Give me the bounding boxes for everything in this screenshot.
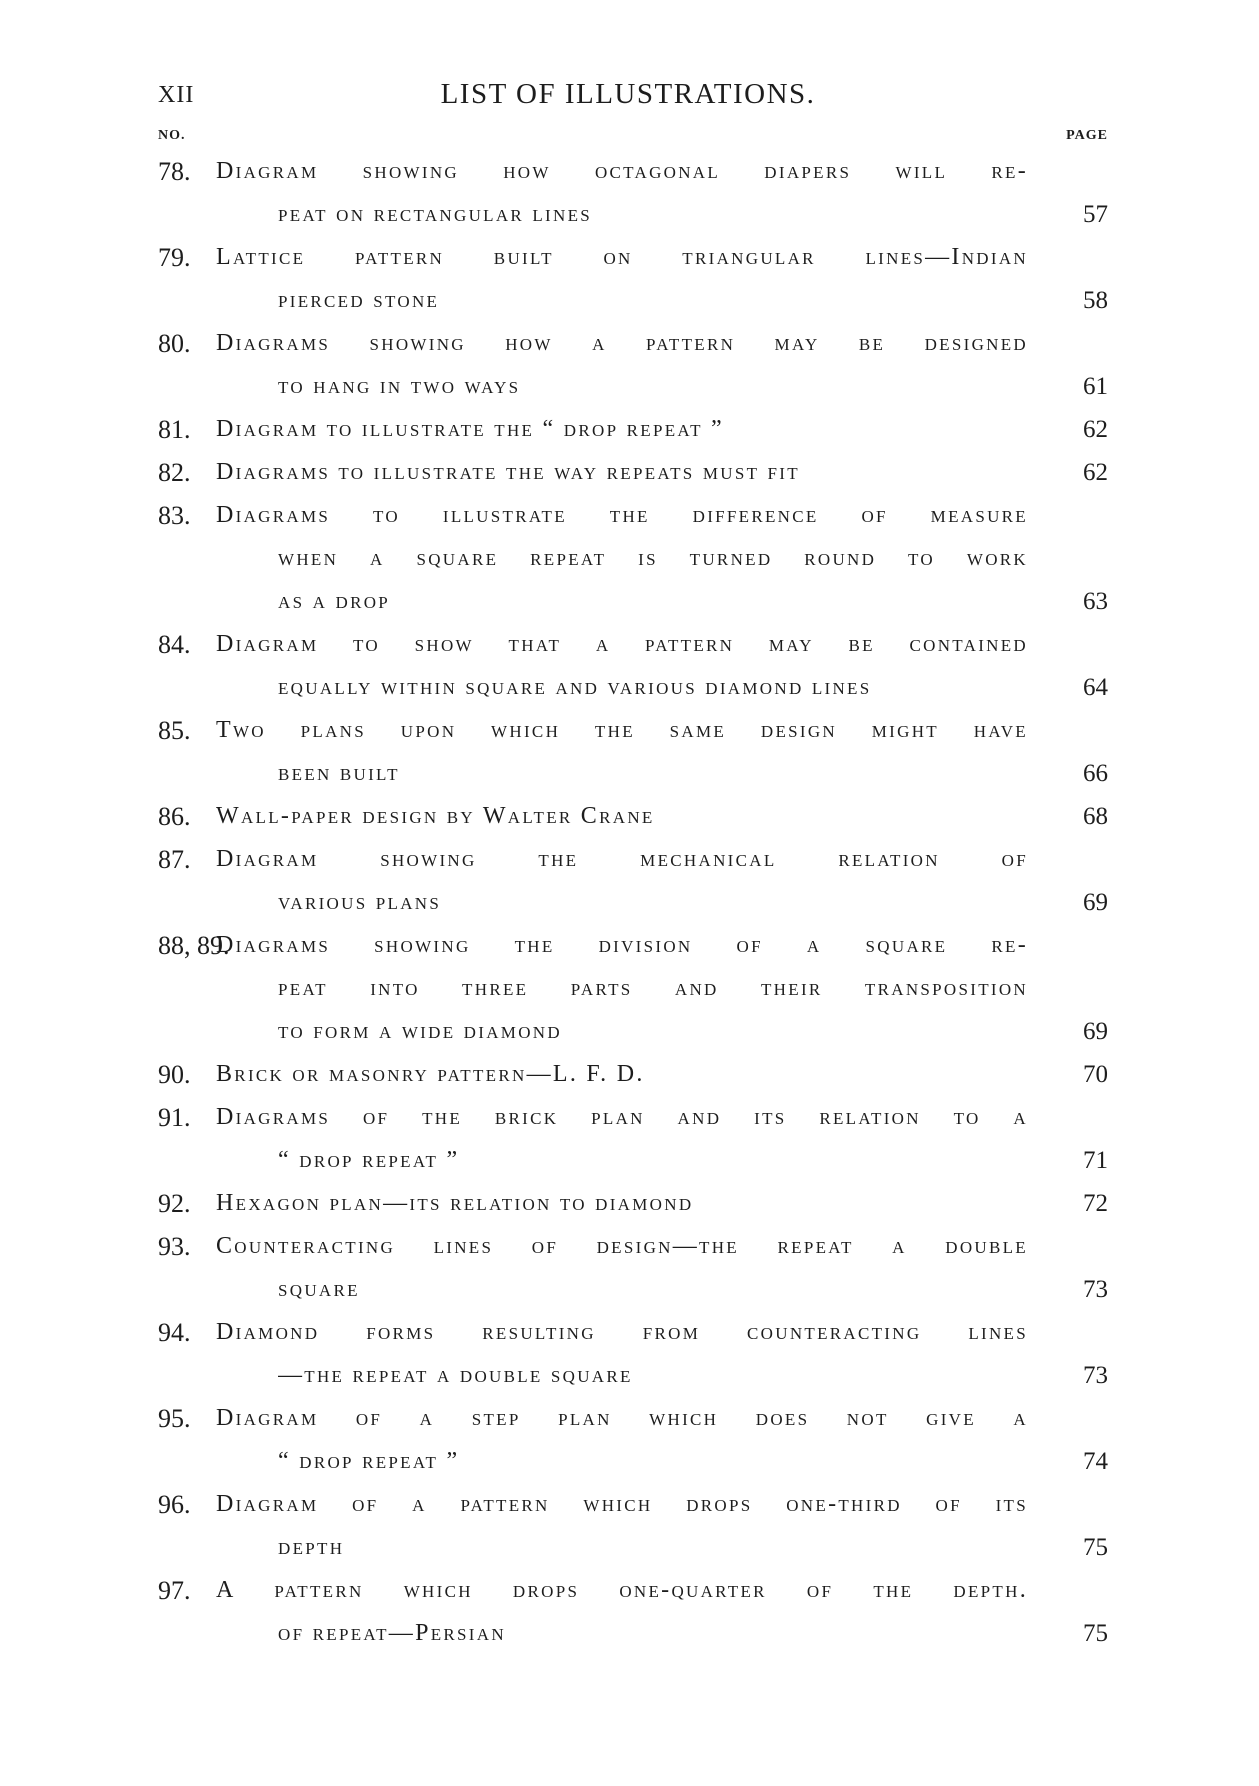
entry-continuation-line	[158, 1612, 1108, 1655]
entry-line	[158, 150, 1108, 193]
entry-title: square	[278, 1276, 360, 1302]
column-labels	[158, 128, 1108, 150]
page-reference: 75	[1083, 1620, 1108, 1647]
entry-title: Diagram to illustrate the “ drop repeat ”	[216, 416, 725, 442]
page-reference: 64	[1083, 674, 1108, 701]
entry-title: Hexagon plan—its relation to diamond	[216, 1190, 694, 1216]
entry-title: Brick or masonry pattern—L. F. D.	[216, 1061, 645, 1087]
entry-continuation-line	[158, 1526, 1108, 1569]
entry-title: Wall-paper design by Walter Crane	[216, 803, 655, 829]
page-reference: 69	[1083, 889, 1108, 916]
entry-line	[158, 1397, 1108, 1440]
entry-line	[158, 924, 1108, 967]
entry-number: 92.	[158, 1189, 191, 1218]
entry-title: of repeat—Persian	[278, 1620, 506, 1646]
entry-title: Diagrams to illustrate the difference of measure	[216, 502, 1028, 528]
entry-title: Diagram showing how octagonal diapers will re-	[216, 158, 1028, 184]
entry-number: 83.	[158, 501, 191, 530]
entry-number: 97.	[158, 1576, 191, 1605]
entry-title: been built	[278, 760, 400, 786]
entry-line	[158, 838, 1108, 881]
page-reference: 73	[1083, 1276, 1108, 1303]
entry-title: Counteracting lines of design—the repeat a double	[216, 1233, 1028, 1259]
entry-title: Diagrams to illustrate the way repeats must fit	[216, 459, 800, 485]
entry-continuation-line	[158, 580, 1108, 623]
entry-title: peat into three parts and their transposition	[278, 975, 1028, 1001]
page-reference: 70	[1083, 1061, 1108, 1088]
entry-continuation-line	[158, 1010, 1108, 1053]
entry-title: Lattice pattern built on triangular lines—Indian	[216, 244, 1028, 270]
entry-title: various plans	[278, 889, 442, 915]
entry-line	[158, 709, 1108, 752]
entry-number: 94.	[158, 1318, 191, 1347]
entry-number: 82.	[158, 458, 191, 487]
entry-number: 91.	[158, 1103, 191, 1132]
entry-title: peat on rectangular lines	[278, 201, 593, 227]
entry-continuation-line	[158, 537, 1108, 580]
page-reference: 58	[1083, 287, 1108, 314]
page-reference: 71	[1083, 1147, 1108, 1174]
entry-title: “ drop repeat ”	[278, 1448, 460, 1474]
entry-number: 95.	[158, 1404, 191, 1433]
entry-title: Diamond forms resulting from counteracting lines	[216, 1319, 1028, 1345]
entry-continuation-line	[158, 1268, 1108, 1311]
entry-number: 93.	[158, 1232, 191, 1261]
page-reference: 62	[1083, 416, 1108, 443]
entry-number: 87.	[158, 845, 191, 874]
entry-continuation-line	[158, 1139, 1108, 1182]
entry-continuation-line	[158, 365, 1108, 408]
entry-line	[158, 795, 1108, 838]
page-header	[158, 78, 1098, 118]
entry-line	[158, 1182, 1108, 1225]
entry-continuation-line	[158, 1354, 1108, 1397]
page-reference: 73	[1083, 1362, 1108, 1389]
entry-number: 90.	[158, 1060, 191, 1089]
column-label-page: PAGE	[1066, 128, 1108, 143]
entry-line	[158, 1225, 1108, 1268]
entry-title: A pattern which drops one-quarter of the depth.	[216, 1577, 1028, 1603]
entry-line	[158, 236, 1108, 279]
page-reference: 66	[1083, 760, 1108, 787]
page-reference: 63	[1083, 588, 1108, 615]
entry-title: to hang in two ways	[278, 373, 521, 399]
entry-title: pierced stone	[278, 287, 440, 313]
entry-title: as a drop	[278, 588, 391, 614]
entry-title: “ drop repeat ”	[278, 1147, 460, 1173]
running-title: LIST OF ILLUSTRATIONS.	[440, 78, 816, 110]
entry-line	[158, 1053, 1108, 1096]
entry-line	[158, 623, 1108, 666]
page-reference: 61	[1083, 373, 1108, 400]
entry-line	[158, 1311, 1108, 1354]
entry-line	[158, 451, 1108, 494]
page-number: XII	[158, 82, 195, 108]
entry-line	[158, 1569, 1108, 1612]
page-reference: 57	[1083, 201, 1108, 228]
entry-line	[158, 1483, 1108, 1526]
entry-number: 88, 89.	[158, 931, 230, 960]
entry-number: 81.	[158, 415, 191, 444]
entry-line	[158, 1096, 1108, 1139]
entry-line	[158, 494, 1108, 537]
illustrations-list	[158, 150, 1108, 1655]
page-reference: 72	[1083, 1190, 1108, 1217]
entry-continuation-line	[158, 967, 1108, 1010]
entry-number: 84.	[158, 630, 191, 659]
entry-title: Two plans upon which the same design might have	[216, 717, 1028, 743]
page-reference: 75	[1083, 1534, 1108, 1561]
entry-continuation-line	[158, 752, 1108, 795]
entry-title: equally within square and various diamond lines	[278, 674, 872, 700]
entry-title: depth	[278, 1534, 345, 1560]
entry-continuation-line	[158, 1440, 1108, 1483]
entry-continuation-line	[158, 279, 1108, 322]
entry-number: 79.	[158, 243, 191, 272]
entry-line	[158, 408, 1108, 451]
entry-title: Diagram to show that a pattern may be contained	[216, 631, 1028, 657]
entry-title: to form a wide diamond	[278, 1018, 562, 1044]
entry-number: 96.	[158, 1490, 191, 1519]
column-label-no: NO.	[158, 128, 186, 143]
page-reference: 74	[1083, 1448, 1108, 1475]
entry-continuation-line	[158, 666, 1108, 709]
entry-continuation-line	[158, 881, 1108, 924]
page-reference: 68	[1083, 803, 1108, 830]
entry-title: Diagram of a step plan which does not give a	[216, 1405, 1028, 1431]
entry-title: when a square repeat is turned round to work	[278, 545, 1028, 571]
entry-number: 85.	[158, 716, 191, 745]
entry-title: Diagrams of the brick plan and its relation to a	[216, 1104, 1028, 1130]
entry-title: Diagram of a pattern which drops one-third of its	[216, 1491, 1028, 1517]
entry-title: —the repeat a double square	[278, 1362, 633, 1388]
entry-number: 78.	[158, 157, 191, 186]
entry-number: 80.	[158, 329, 191, 358]
page-reference: 62	[1083, 459, 1108, 486]
entry-title: Diagrams showing how a pattern may be designed	[216, 330, 1028, 356]
entry-number: 86.	[158, 802, 191, 831]
page-reference: 69	[1083, 1018, 1108, 1045]
entry-title: Diagrams showing the division of a square re-	[216, 932, 1028, 958]
entry-title: Diagram showing the mechanical relation of	[216, 846, 1028, 872]
entry-line	[158, 322, 1108, 365]
entry-continuation-line	[158, 193, 1108, 236]
